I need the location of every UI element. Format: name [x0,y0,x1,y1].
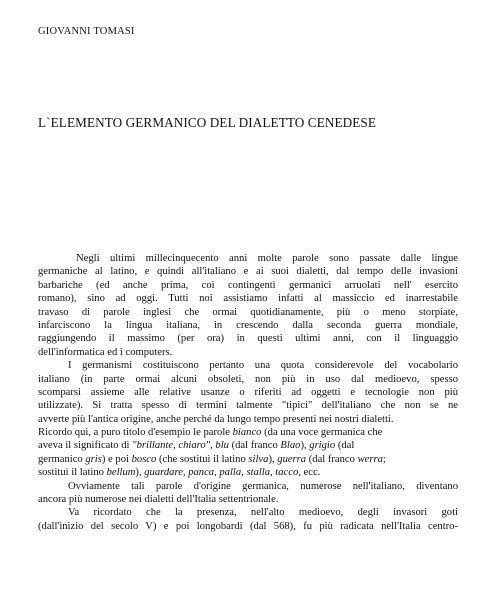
italic-term: Blao [280,440,301,452]
text-run: (da una voce germanica che [261,427,383,439]
body-line: scomparsi assieme alle relative usanze o riferiti ad oggetti e tecnologie non più [38,386,458,398]
text-run: , [210,440,216,452]
text-run: ; [382,453,386,465]
italic-term: werra [357,453,383,465]
body-line: romano), sino ad oggi. Tutti noi assistiamo infatti al massiccio ed inarrestabile [38,293,458,305]
text-run: sostituì il latino [38,467,104,479]
italic-term: blu [215,440,229,452]
text-run: (dal [335,440,355,452]
italic-term: bellum [106,467,136,479]
text-run: ), [300,440,310,452]
italic-term: grigio [309,440,336,452]
text-run: (che sostituì il latino [156,453,249,465]
author-name: GIOVANNI TOMASI [38,26,135,37]
body-line: infarciscono la lingua italiana, in crescendo dalla seconda guerra mondiale, [38,319,458,331]
body-line: germaniche al latino, e quindi all'italiano e ai suoi dialetti, dal tempo delle invasioni [38,266,458,278]
body-line: (dall'inizio del secolo V) e poi longobardi (dal 568), fu più radicata nell'Italia centro- [38,520,458,532]
body-line: barbariche (ed anche prima, coi contingenti germanici arruolati nell' esercito [38,279,458,291]
article-body [38,252,458,533]
italic-term: guerra [277,453,307,465]
body-line [38,426,458,439]
text-run: Ricordo qui, a puro titolo d'esempio le parole [38,427,230,439]
body-line: ancora più numerose nei dialetti dell'Italia settentrionale. [38,494,279,506]
text-run: ), [135,467,145,479]
text-run: germanico [38,453,83,465]
italic-term: bosco [131,453,157,465]
text-run: (dal franco [228,440,281,452]
body-line: I germanismi costituiscono pertanto una quota considerevole del vocabolario [68,360,458,372]
text-run: (dal franco [306,453,358,465]
italic-term: bianco [232,427,262,439]
body-line: Va ricordato che la presenza, nell'alto medioevo, degli invasori goti [68,507,458,519]
italic-term: gris [85,453,102,465]
italic-term: guardare, panca, palla, stalla, tacco [144,467,299,479]
italic-term: silva [248,453,269,465]
body-line: avverte più l'antica origine, anche perché da lungo tempo presenti nei nostri dialetti. [38,413,394,425]
body-line [38,439,458,452]
text-run: aveva il significato di [38,440,130,452]
body-line: italiano (in parte ormai alcuni obsoleti, non più in uso dal medioevo, spesso [38,373,458,385]
article-title: L`ELEMENTO GERMANICO DEL DIALETTO CENEDESE [38,115,376,130]
body-line: Negli ultimi millecinquecento anni molte parole sono passate dalle lingue [76,253,458,264]
text-run: ), [268,453,278,465]
body-line: travaso di parole inglesi che ormai quotidianamente, più o meno storpiate, [38,306,458,318]
text-run: ) e poi [101,453,132,465]
text-run: , ecc. [298,467,321,479]
body-line: dell'informatica ed i computers. [38,346,173,358]
body-line [38,466,458,479]
body-line [38,453,458,466]
italic-term: "brillante, chiaro" [132,440,211,452]
body-line: utilizzate). Si tratta spesso di termini talmente "tipici" dell'italiano che non se ne [38,400,458,412]
body-line: raggiungendo il massimo (per ora) in questi ultimi anni, con il linguaggio [38,333,458,345]
body-line: Ovviamente tali parole d'origine germanica, numerose nell'italiano, diventano [68,480,458,492]
